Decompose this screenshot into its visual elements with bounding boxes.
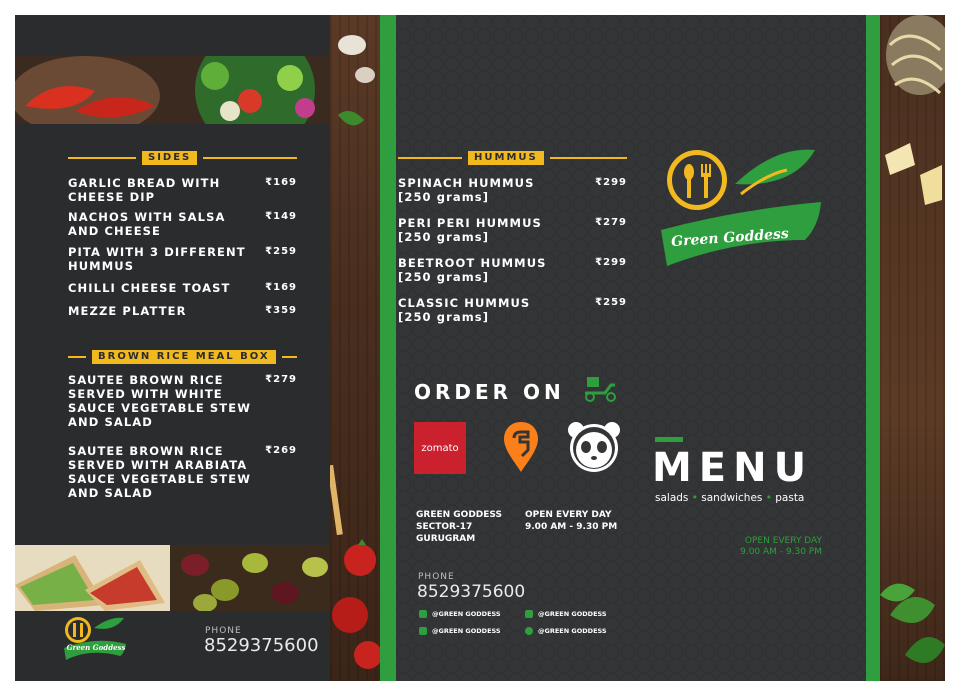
phone-number-left: 8529375600 bbox=[204, 635, 319, 656]
social-youtube[interactable]: @GREEN GODDESS bbox=[525, 610, 607, 618]
menu-item: SAUTEE BROWN RICE SERVED WITH WHITE SAUCE VEGETABLE STEW AND SALAD ₹279 bbox=[68, 373, 297, 429]
twitter-icon bbox=[419, 610, 427, 618]
sides-list bbox=[68, 176, 297, 324]
address-text: GREEN GODDESS SECTOR-17 GURUGRAM bbox=[416, 510, 502, 544]
photo-salad-top bbox=[15, 56, 330, 124]
menu-item: PERI PERI HUMMUS [250 grams] ₹279 bbox=[398, 216, 627, 244]
green-stripe-left bbox=[380, 15, 396, 681]
youtube-icon bbox=[525, 610, 533, 618]
green-stripe-right bbox=[866, 15, 880, 681]
menu-item: SAUTEE BROWN RICE SERVED WITH ARABIATA SAUCE VEGETABLE STEW AND SALAD ₹269 bbox=[68, 444, 297, 500]
menu-item: NACHOS WITH SALSA AND CHEESE ₹149 bbox=[68, 210, 297, 238]
instagram-icon bbox=[525, 627, 533, 635]
title-accent-bar bbox=[655, 437, 683, 442]
cover-hours: OPEN EVERY DAY 9.00 AM - 9.30 PM bbox=[740, 536, 822, 557]
social-facebook[interactable]: @GREEN GODDESS bbox=[419, 627, 501, 635]
logo-text: Green Goddess bbox=[670, 225, 790, 251]
hours-text: OPEN EVERY DAY 9.00 AM - 9.30 PM bbox=[525, 510, 618, 532]
facebook-icon bbox=[419, 627, 427, 635]
social-instagram[interactable]: @GREEN GODDESS bbox=[525, 627, 607, 635]
menu-item: MEZZE PLATTER ₹359 bbox=[68, 304, 297, 318]
social-twitter[interactable]: @GREEN GODDESS bbox=[419, 610, 501, 618]
phone-label-left: PHONE bbox=[205, 626, 242, 636]
zomato-button[interactable]: zomato bbox=[414, 422, 466, 474]
green-goddess-logo bbox=[655, 144, 825, 274]
phone-number-center: 8529375600 bbox=[417, 582, 526, 602]
sides-section bbox=[68, 151, 297, 165]
menu-item: CLASSIC HUMMUS [250 grams] ₹259 bbox=[398, 296, 627, 324]
order-on-heading: ORDER ON bbox=[414, 380, 565, 404]
meal-box-list bbox=[68, 373, 297, 504]
food-decor-right bbox=[880, 15, 945, 681]
menu-item: PITA WITH 3 DIFFERENT HUMMUS ₹259 bbox=[68, 245, 297, 273]
logo-text-small: Green Goddess bbox=[66, 643, 126, 652]
sides-heading: SIDES bbox=[68, 151, 297, 165]
menu-item: BEETROOT HUMMUS [250 grams] ₹299 bbox=[398, 256, 627, 284]
delivery-scooter-icon bbox=[583, 375, 619, 403]
menu-item: SPINACH HUMMUS [250 grams] ₹299 bbox=[398, 176, 627, 204]
hummus-section bbox=[398, 151, 627, 165]
swiggy-logo-icon[interactable] bbox=[502, 420, 540, 474]
phone-label-center: PHONE bbox=[418, 572, 455, 582]
green-goddess-logo-small bbox=[60, 614, 130, 664]
menu-item: GARLIC BREAD WITH CHEESE DIP ₹169 bbox=[68, 176, 297, 204]
hummus-list bbox=[398, 176, 627, 332]
photo-sandwich-olives bbox=[15, 545, 330, 611]
menu-title: MENU bbox=[652, 445, 814, 491]
meal-box-heading: BROWN RICE MEAL BOX bbox=[68, 350, 297, 364]
food-decor-middle bbox=[330, 15, 380, 681]
meal-box-section bbox=[68, 350, 297, 364]
foodpanda-logo-icon[interactable] bbox=[566, 420, 622, 474]
menu-item: CHILLI CHEESE TOAST ₹169 bbox=[68, 281, 297, 295]
menu-subtitle: salads • sandwiches • pasta bbox=[655, 492, 805, 504]
hummus-heading: HUMMUS bbox=[398, 151, 627, 165]
